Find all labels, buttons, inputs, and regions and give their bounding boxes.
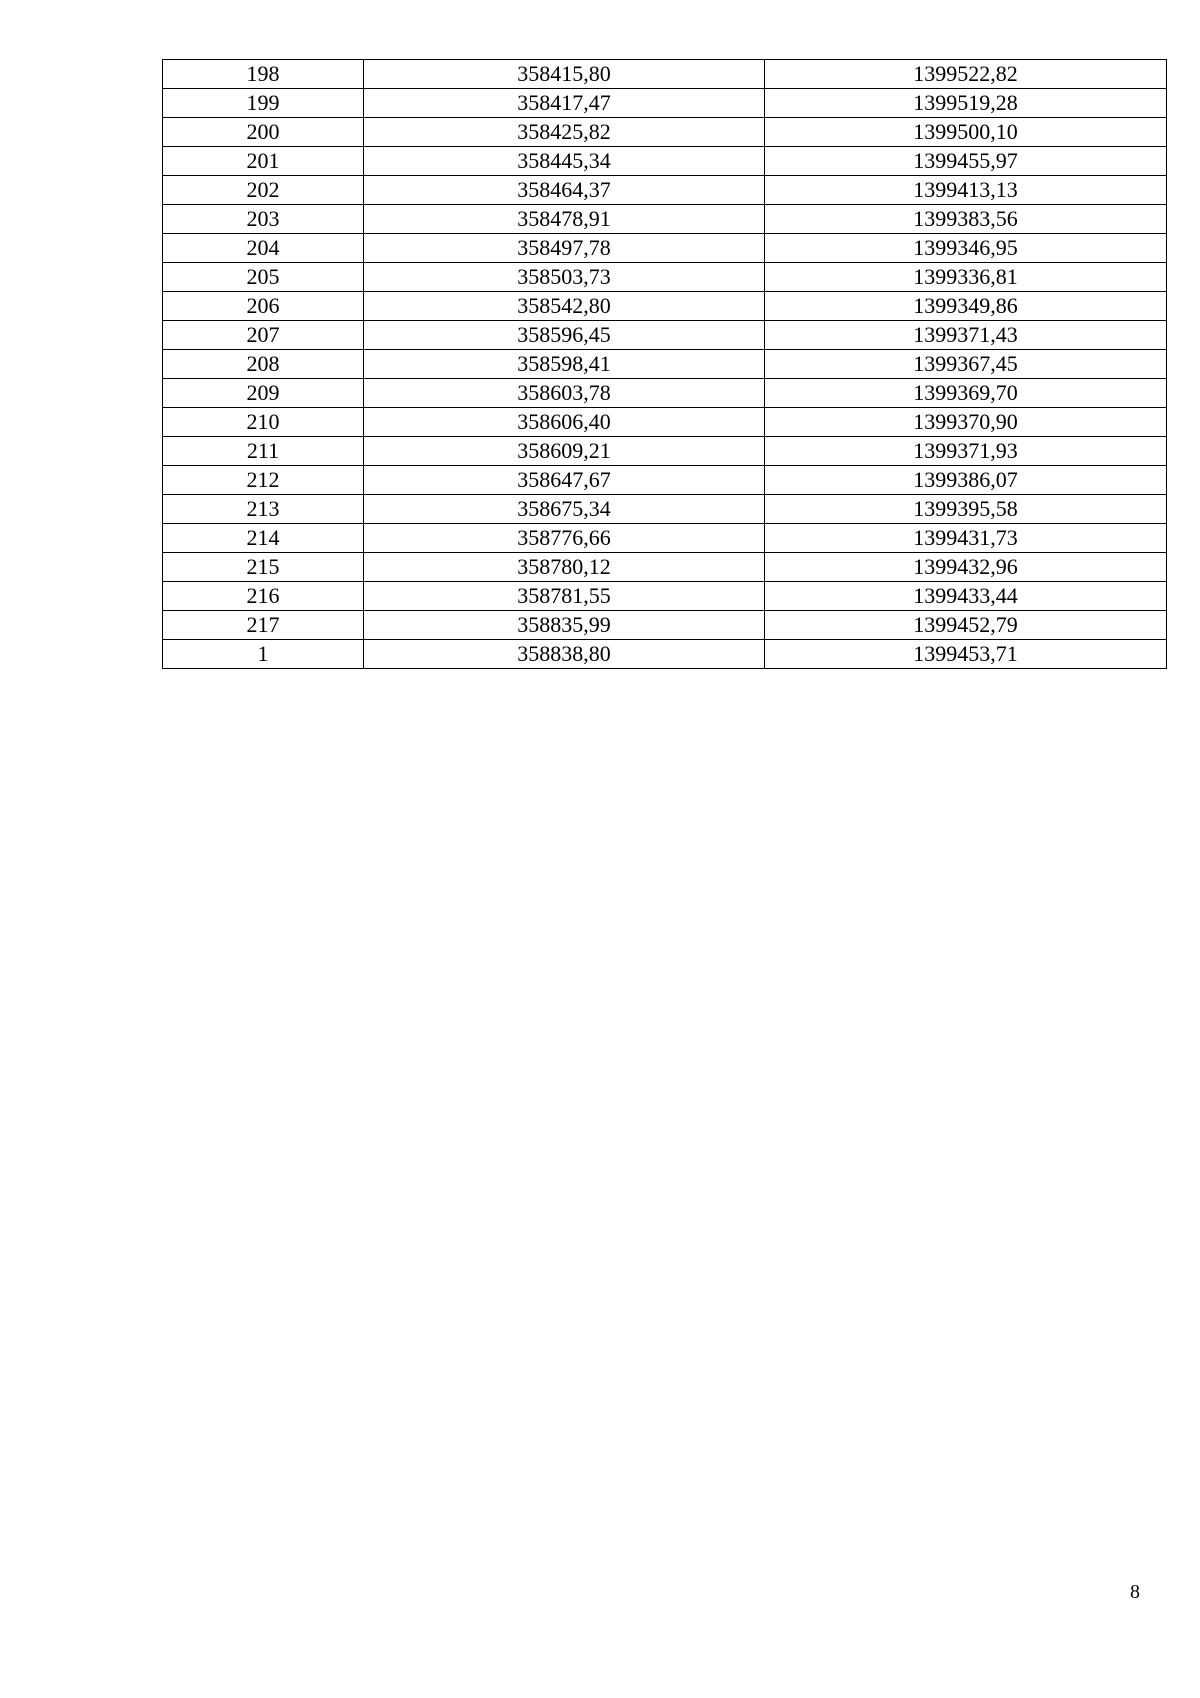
y-coordinate-cell: 1399452,79 [765, 611, 1167, 640]
x-coordinate-cell: 358464,37 [364, 176, 765, 205]
table-row [163, 379, 1167, 408]
table-row [163, 437, 1167, 466]
page-number: 8 [1130, 1581, 1140, 1603]
x-coordinate-cell: 358781,55 [364, 582, 765, 611]
x-coordinate-cell: 358425,82 [364, 118, 765, 147]
point-number-cell: 202 [163, 176, 364, 205]
point-number-cell: 213 [163, 495, 364, 524]
x-coordinate-cell: 358415,80 [364, 60, 765, 89]
point-number-cell: 205 [163, 263, 364, 292]
table-row [163, 611, 1167, 640]
y-coordinate-cell: 1399395,58 [765, 495, 1167, 524]
point-number-cell: 204 [163, 234, 364, 263]
table-row [163, 205, 1167, 234]
y-coordinate-cell: 1399386,07 [765, 466, 1167, 495]
point-number-cell: 201 [163, 147, 364, 176]
y-coordinate-cell: 1399431,73 [765, 524, 1167, 553]
x-coordinate-cell: 358780,12 [364, 553, 765, 582]
x-coordinate-cell: 358598,41 [364, 350, 765, 379]
x-coordinate-cell: 358542,80 [364, 292, 765, 321]
point-number-cell: 206 [163, 292, 364, 321]
table-row [163, 292, 1167, 321]
x-coordinate-cell: 358776,66 [364, 524, 765, 553]
point-number-cell: 212 [163, 466, 364, 495]
table-row [163, 466, 1167, 495]
table-row [163, 89, 1167, 118]
y-coordinate-cell: 1399413,13 [765, 176, 1167, 205]
x-coordinate-cell: 358445,34 [364, 147, 765, 176]
y-coordinate-cell: 1399336,81 [765, 263, 1167, 292]
table-row [163, 524, 1167, 553]
y-coordinate-cell: 1399371,43 [765, 321, 1167, 350]
point-number-cell: 214 [163, 524, 364, 553]
y-coordinate-cell: 1399367,45 [765, 350, 1167, 379]
x-coordinate-cell: 358835,99 [364, 611, 765, 640]
point-number-cell: 198 [163, 60, 364, 89]
y-coordinate-cell: 1399453,71 [765, 640, 1167, 669]
table-row [163, 495, 1167, 524]
coordinates-table-body [163, 60, 1167, 669]
y-coordinate-cell: 1399349,86 [765, 292, 1167, 321]
point-number-cell: 209 [163, 379, 364, 408]
point-number-cell: 216 [163, 582, 364, 611]
point-number-cell: 207 [163, 321, 364, 350]
point-number-cell: 211 [163, 437, 364, 466]
point-number-cell: 217 [163, 611, 364, 640]
y-coordinate-cell: 1399432,96 [765, 553, 1167, 582]
y-coordinate-cell: 1399433,44 [765, 582, 1167, 611]
table-row [163, 147, 1167, 176]
x-coordinate-cell: 358606,40 [364, 408, 765, 437]
y-coordinate-cell: 1399455,97 [765, 147, 1167, 176]
x-coordinate-cell: 358478,91 [364, 205, 765, 234]
x-coordinate-cell: 358647,67 [364, 466, 765, 495]
x-coordinate-cell: 358596,45 [364, 321, 765, 350]
x-coordinate-cell: 358497,78 [364, 234, 765, 263]
table-row [163, 408, 1167, 437]
x-coordinate-cell: 358609,21 [364, 437, 765, 466]
table-row [163, 321, 1167, 350]
y-coordinate-cell: 1399371,93 [765, 437, 1167, 466]
y-coordinate-cell: 1399519,28 [765, 89, 1167, 118]
point-number-cell: 215 [163, 553, 364, 582]
coordinates-table [162, 59, 1167, 669]
point-number-cell: 210 [163, 408, 364, 437]
point-number-cell: 1 [163, 640, 364, 669]
table-row [163, 350, 1167, 379]
y-coordinate-cell: 1399346,95 [765, 234, 1167, 263]
y-coordinate-cell: 1399500,10 [765, 118, 1167, 147]
table-row [163, 60, 1167, 89]
y-coordinate-cell: 1399522,82 [765, 60, 1167, 89]
x-coordinate-cell: 358417,47 [364, 89, 765, 118]
table-row [163, 176, 1167, 205]
table-row [163, 234, 1167, 263]
y-coordinate-cell: 1399370,90 [765, 408, 1167, 437]
y-coordinate-cell: 1399383,56 [765, 205, 1167, 234]
table-row [163, 553, 1167, 582]
x-coordinate-cell: 358838,80 [364, 640, 765, 669]
table-row [163, 263, 1167, 292]
table-row [163, 640, 1167, 669]
point-number-cell: 200 [163, 118, 364, 147]
point-number-cell: 199 [163, 89, 364, 118]
point-number-cell: 203 [163, 205, 364, 234]
point-number-cell: 208 [163, 350, 364, 379]
table-row [163, 118, 1167, 147]
x-coordinate-cell: 358675,34 [364, 495, 765, 524]
x-coordinate-cell: 358503,73 [364, 263, 765, 292]
x-coordinate-cell: 358603,78 [364, 379, 765, 408]
table-row [163, 582, 1167, 611]
y-coordinate-cell: 1399369,70 [765, 379, 1167, 408]
